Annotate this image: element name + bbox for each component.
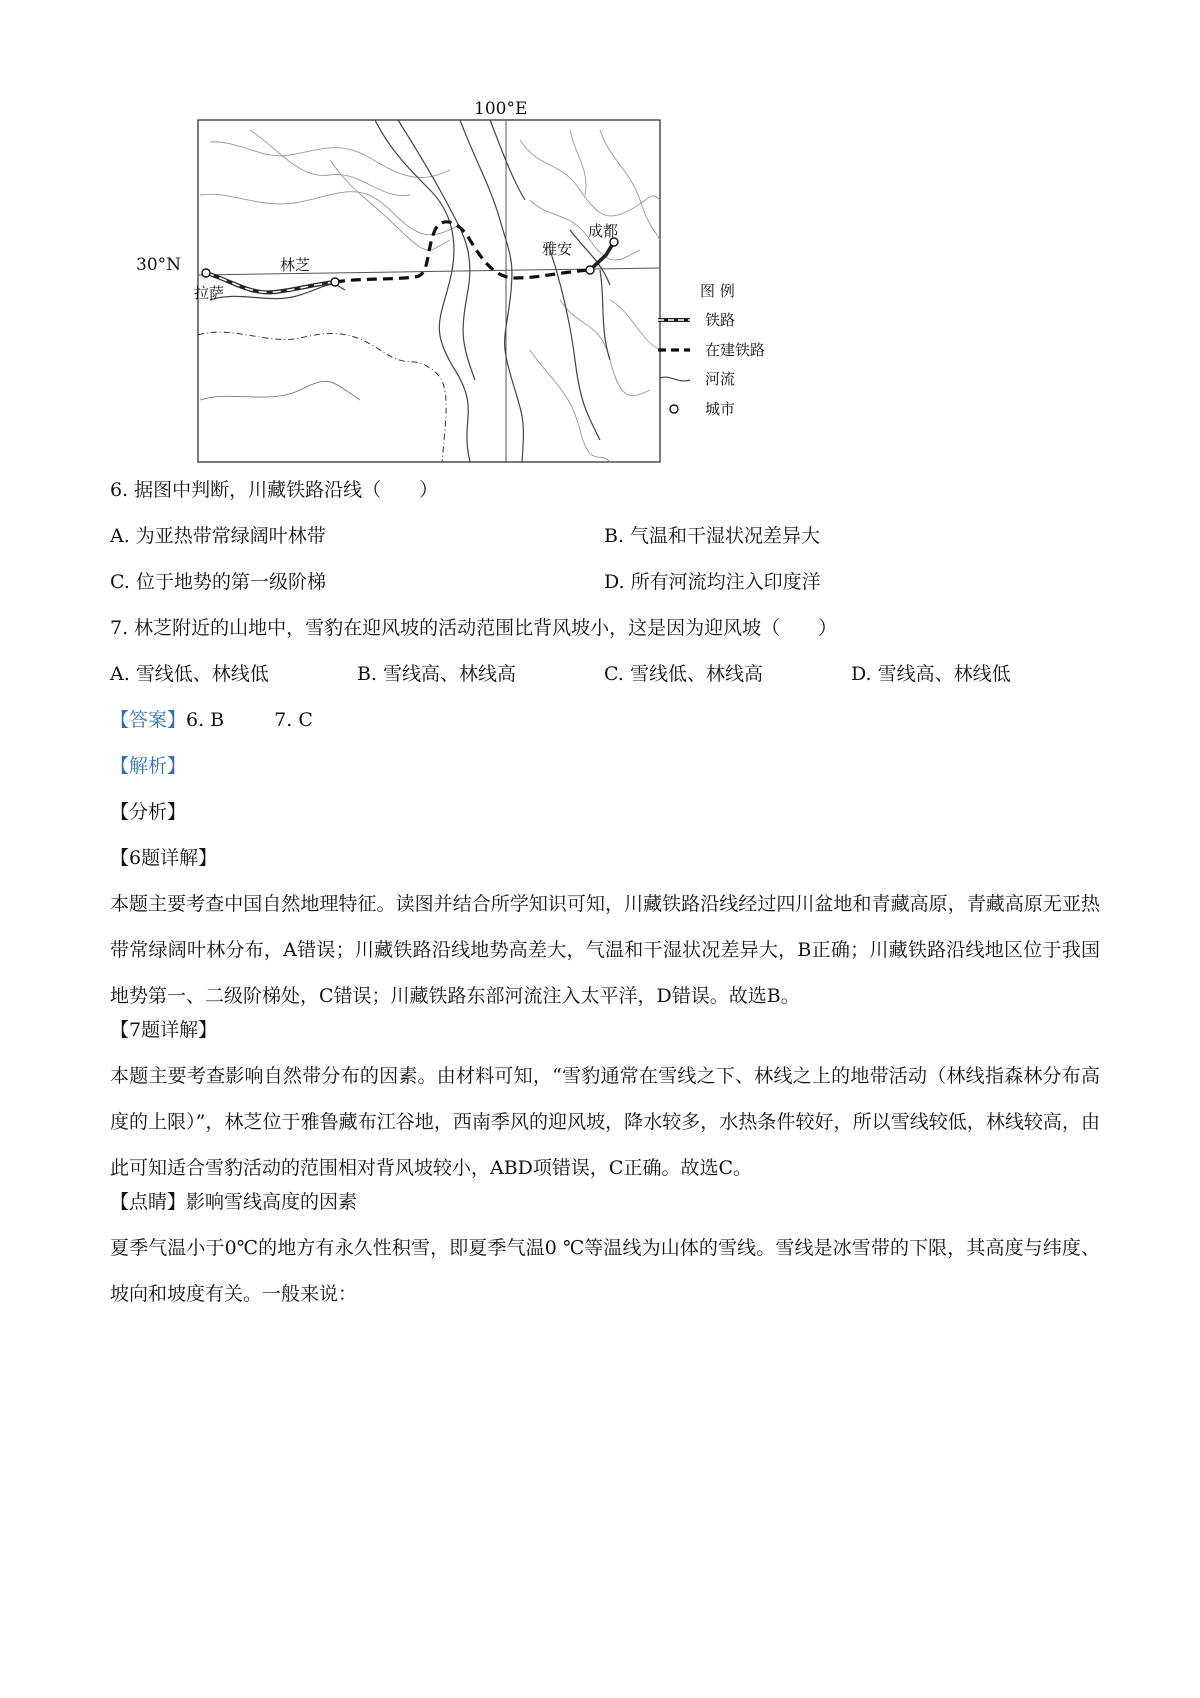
tip-title: 影响雪线高度的因素	[186, 1191, 358, 1213]
legend-construction-label: 在建铁路	[705, 341, 766, 359]
tip-text: 夏季气温小于0℃的地方有永久性积雪，即夏季气温0 ℃等温线为山体的雪线。雪线是冰雪带的下限，其高度与纬度、坡向和坡度有关。一般来说：	[110, 1237, 1100, 1305]
question-6-option-d: D. 所有河流均注入印度洋	[604, 571, 821, 593]
tip-label: 【点睛】	[110, 1191, 187, 1213]
document-body	[110, 478, 1100, 1317]
legend-city-icon	[670, 405, 678, 413]
railway-map	[130, 100, 860, 470]
analysis-label: 【解析】	[110, 755, 187, 777]
question-6-option-b: B. 气温和干湿状况差异大	[604, 525, 821, 547]
answer-6: 6. B	[186, 709, 225, 731]
legend-river-label: 河流	[705, 370, 736, 388]
terrain-contours	[200, 130, 660, 462]
answer-7: 7. C	[274, 709, 313, 731]
boundary-line	[198, 332, 446, 462]
question-7-stem: 7. 林芝附近的山地中，雪豹在迎风坡的活动范围比背风坡小，这是因为迎风坡（ ）	[110, 617, 838, 639]
map-legend	[658, 282, 765, 418]
railway-map-figure	[130, 100, 860, 470]
question-6-options-row2	[110, 570, 1100, 594]
tip-row	[110, 1190, 1100, 1214]
question-7-option-a: A. 雪线低、林线低	[110, 663, 269, 685]
city-label-chengdu: 成都	[588, 222, 619, 240]
city-label-yaan: 雅安	[542, 240, 573, 258]
city-marker-lhasa	[202, 269, 210, 277]
detail-7-label: 【7题详解】	[110, 1019, 218, 1041]
longitude-label: 100°E	[474, 100, 528, 119]
detail-7-text: 本题主要考查影响自然带分布的因素。由材料可知，“雪豹通常在雪线之下、林线之上的地带活动（林线指森林分布高度的上限）”，林芝位于雅鲁藏布江谷地，西南季风的迎风坡，降水较多，水热条件较好，所以雪线较低，林线较高，由此可知适合雪豹活动的范围相对背风坡较小，ABD项错误，C正确。故选C。	[110, 1065, 1100, 1179]
city-label-lhasa: 拉萨	[194, 284, 225, 302]
question-6-options-row1	[110, 524, 1100, 548]
legend-city-label: 城市	[705, 400, 736, 418]
question-6-option-a: A. 为亚热带常绿阔叶林带	[110, 525, 326, 547]
legend-railway-label: 铁路	[705, 311, 736, 329]
answer-label: 【答案】	[110, 709, 187, 731]
fenxi-label: 【分析】	[110, 801, 187, 823]
question-7-options	[110, 662, 1100, 686]
question-6-option-c: C. 位于地势的第一级阶梯	[110, 571, 326, 593]
legend-river-icon	[660, 377, 690, 381]
question-7-option-d: D. 雪线高、林线低	[851, 663, 1011, 685]
question-7-option-b: B. 雪线高、林线高	[357, 663, 517, 685]
latitude-label: 30°N	[136, 255, 182, 275]
city-label-nyingchi: 林芝	[280, 256, 311, 274]
city-marker-yaan	[586, 266, 594, 274]
answer-row	[110, 708, 1100, 732]
detail-6-label: 【6题详解】	[110, 847, 218, 869]
detail-6-text: 本题主要考查中国自然地理特征。读图并结合所学知识可知，川藏铁路沿线经过四川盆地和青藏高原，青藏高原无亚热带常绿阔叶林分布，A错误；川藏铁路沿线地势高差大，气温和干湿状况差异大，B正确；川藏铁路沿线地区位于我国地势第一、二级阶梯处，C错误；川藏铁路东部河流注入太平洋，D错误。故选B。	[110, 893, 1100, 1007]
legend-title: 图 例	[700, 282, 735, 300]
railway-yaan-chengdu	[590, 242, 614, 270]
city-marker-nyingchi	[331, 278, 339, 286]
question-6-stem: 6. 据图中判断，川藏铁路沿线（ ）	[110, 479, 439, 501]
question-7-option-c: C. 雪线低、林线高	[604, 663, 763, 685]
lower-contour	[200, 381, 360, 400]
